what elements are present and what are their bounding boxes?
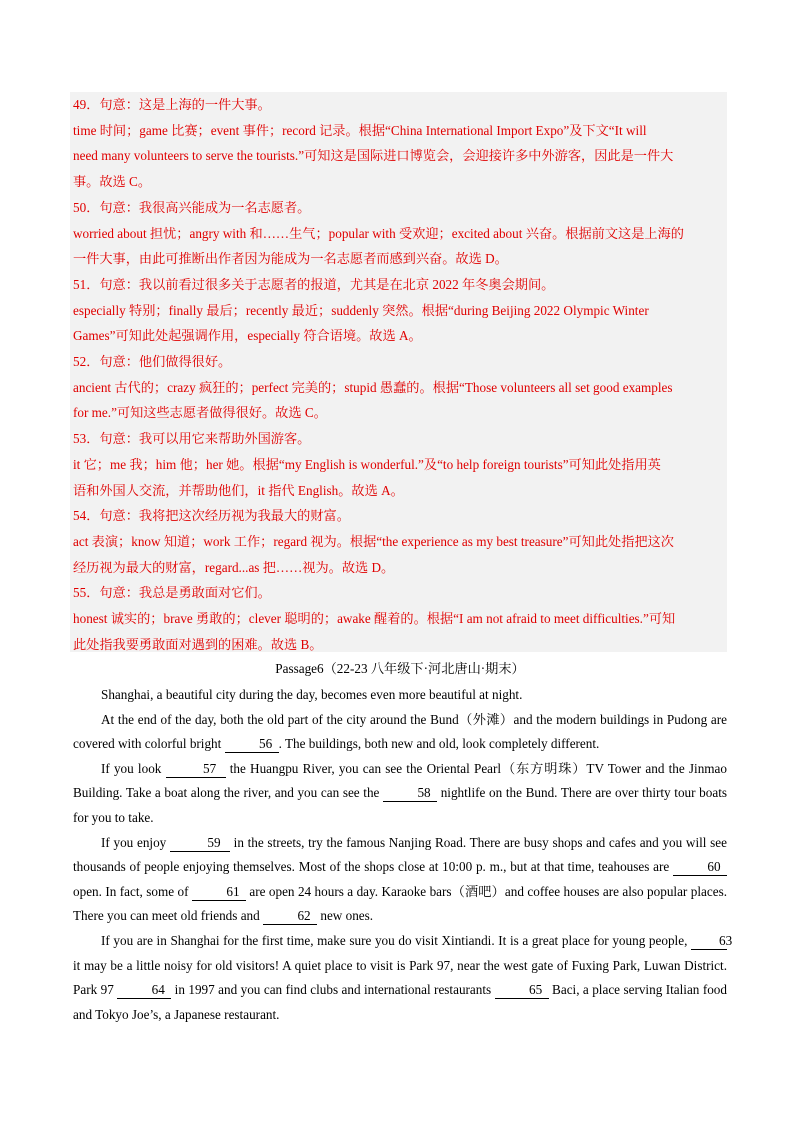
paragraph-3 (73, 757, 727, 831)
blank-58[interactable]: 58 (383, 785, 437, 802)
answer-line: 52．句意：他们做得很好。 (73, 354, 232, 370)
paragraph-text: are open 24 hours a day. Karaoke bars（酒吧）and coffee houses are also popular places. There you can meet old friends and (73, 883, 727, 924)
answer-line: 经历视为最大的财富，regard...as 把……视为。故选 D。 (73, 559, 395, 575)
paragraph-text: in the streets, try the famous Nanjing Road. There are busy shops and cafes and you will see thousands of people enjoying themselves. Most of the shops close at 10:00 p. m., but at that time, teahouses are (73, 834, 727, 875)
paragraph-2 (73, 708, 727, 757)
answer-line: 51．句意：我以前看过很多关于志愿者的报道，尤其是在北京 2022 年冬奥会期间。 (73, 276, 555, 292)
passage-title: Passage6（22-23 八年级下·河北唐山·期末） (275, 661, 525, 676)
answer-line: ancient 古代的；crazy 疯狂的；perfect 完美的；stupid 愚蠢的。根据“Those volunteers all set good examples (73, 379, 673, 395)
answer-line: 语和外国人交流，并帮助他们，it 指代 English。故选 A。 (73, 482, 404, 498)
answer-line: 49．句意：这是上海的一件大事。 (73, 97, 271, 112)
answer-line: time 时间；game 比赛；event 事件；record 记录。根据“China International Import Expo”及下文“It will (73, 122, 647, 138)
answer-line: worried about 担忧；angry with 和……生气；popular with 受欢迎；excited about 兴奋。根据前文这是上海的 (73, 225, 684, 241)
answer-line: 53．句意：我可以用它来帮助外国游客。 (73, 431, 311, 447)
paragraph-text: in 1997 and you can find clubs and international restaurants (171, 982, 495, 998)
blank-63[interactable]: 63 (691, 933, 727, 950)
answer-line: act 表演；know 知道；work 工作；regard 视为。根据“the experience as my best treasure”可知此处指把这次 (73, 533, 674, 549)
answer-line: 一件大事，由此可推断出作者因为能成为一名志愿者而感到兴奋。故选 D。 (73, 251, 508, 267)
paragraph-text: Shanghai, a beautiful city during the day, becomes even more beautiful at night. (101, 687, 523, 702)
blank-61[interactable]: 61 (192, 884, 246, 901)
paragraph-text: open. In fact, some of (73, 883, 192, 899)
paragraph-text: the Huangpu River, you can see the Oriental Pearl（东方明珠）TV Tower and the Jinmao Building. Take a boat along the river, and you can see the (73, 760, 727, 801)
blank-56[interactable]: 56 (225, 736, 279, 753)
paragraph-text: At the end of the day, both the old part of the city around the Bund（外滩）and the modern buildings in Pudong are covered with colorful bright (73, 711, 727, 752)
answer-line: Games”可知此处起强调作用，especially 符合语境。故选 A。 (73, 328, 422, 344)
answer-line: 此处指我要勇敢面对遇到的困难。故选 B。 (73, 636, 323, 652)
passage-body (73, 683, 733, 1027)
answer-line: need many volunteers to serve the tourists.”可知这是国际进口博览会，会迎接许多中外游客，因此是一件大 (73, 148, 674, 164)
blank-57[interactable]: 57 (166, 761, 226, 778)
answer-line: for me.”可知这些志愿者做得很好。故选 C。 (73, 405, 327, 421)
answer-line: 55．句意：我总是勇敢面对它们。 (73, 585, 271, 601)
paragraph-text: If you enjoy (101, 834, 170, 850)
paragraph-text: nightlife on the Bund. There are over thirty tour boats for you to take. (73, 785, 727, 825)
answer-line: honest 诚实的；brave 勇敢的；clever 聪明的；awake 醒着的。根据“I am not afraid to meet difficulties.”可知 (73, 611, 676, 627)
paragraph-text: If you are in Shanghai for the first time, make sure you do visit Xintiandi. It is a great place for young people, (101, 932, 691, 948)
answer-line: 事。故选 C。 (73, 174, 152, 190)
paragraph-text: it may be a little noisy for old visitors! A quiet place to visit is Park 97, near the west gate of Fuxing Park, Luwan District. Park 97 (73, 957, 727, 998)
paragraph-5 (73, 929, 733, 1027)
blank-62[interactable]: 62 (263, 908, 317, 925)
blank-65[interactable]: 65 (495, 982, 549, 999)
blank-64[interactable]: 64 (117, 982, 171, 999)
paragraph-text: . The buildings, both new and old, look completely different. (278, 736, 600, 752)
blank-60[interactable]: 60 (673, 859, 727, 876)
paragraph-text: new ones. (317, 908, 374, 924)
paragraph-text: Baci, a place serving Italian food and Tokyo Joe’s, a Japanese restaurant. (73, 982, 727, 1022)
answer-line: 54．句意：我将把这次经历视为我最大的财富。 (73, 508, 350, 524)
paragraph-1 (73, 683, 727, 708)
answer-explanations (73, 92, 725, 657)
paragraph-text: If you look (101, 760, 166, 776)
answer-line: it 它；me 我；him 他；her 她。根据“my English is wonderful.”及“to help foreign tourists”可知此处指用英 (73, 456, 661, 472)
blank-59[interactable]: 59 (170, 835, 230, 852)
paragraph-4 (73, 831, 727, 929)
answer-line: especially 特别；finally 最后；recently 最近；suddenly 突然。根据“during Beijing 2022 Olympic Winter (73, 302, 649, 318)
answer-line: 50．句意：我很高兴能成为一名志愿者。 (73, 199, 311, 215)
